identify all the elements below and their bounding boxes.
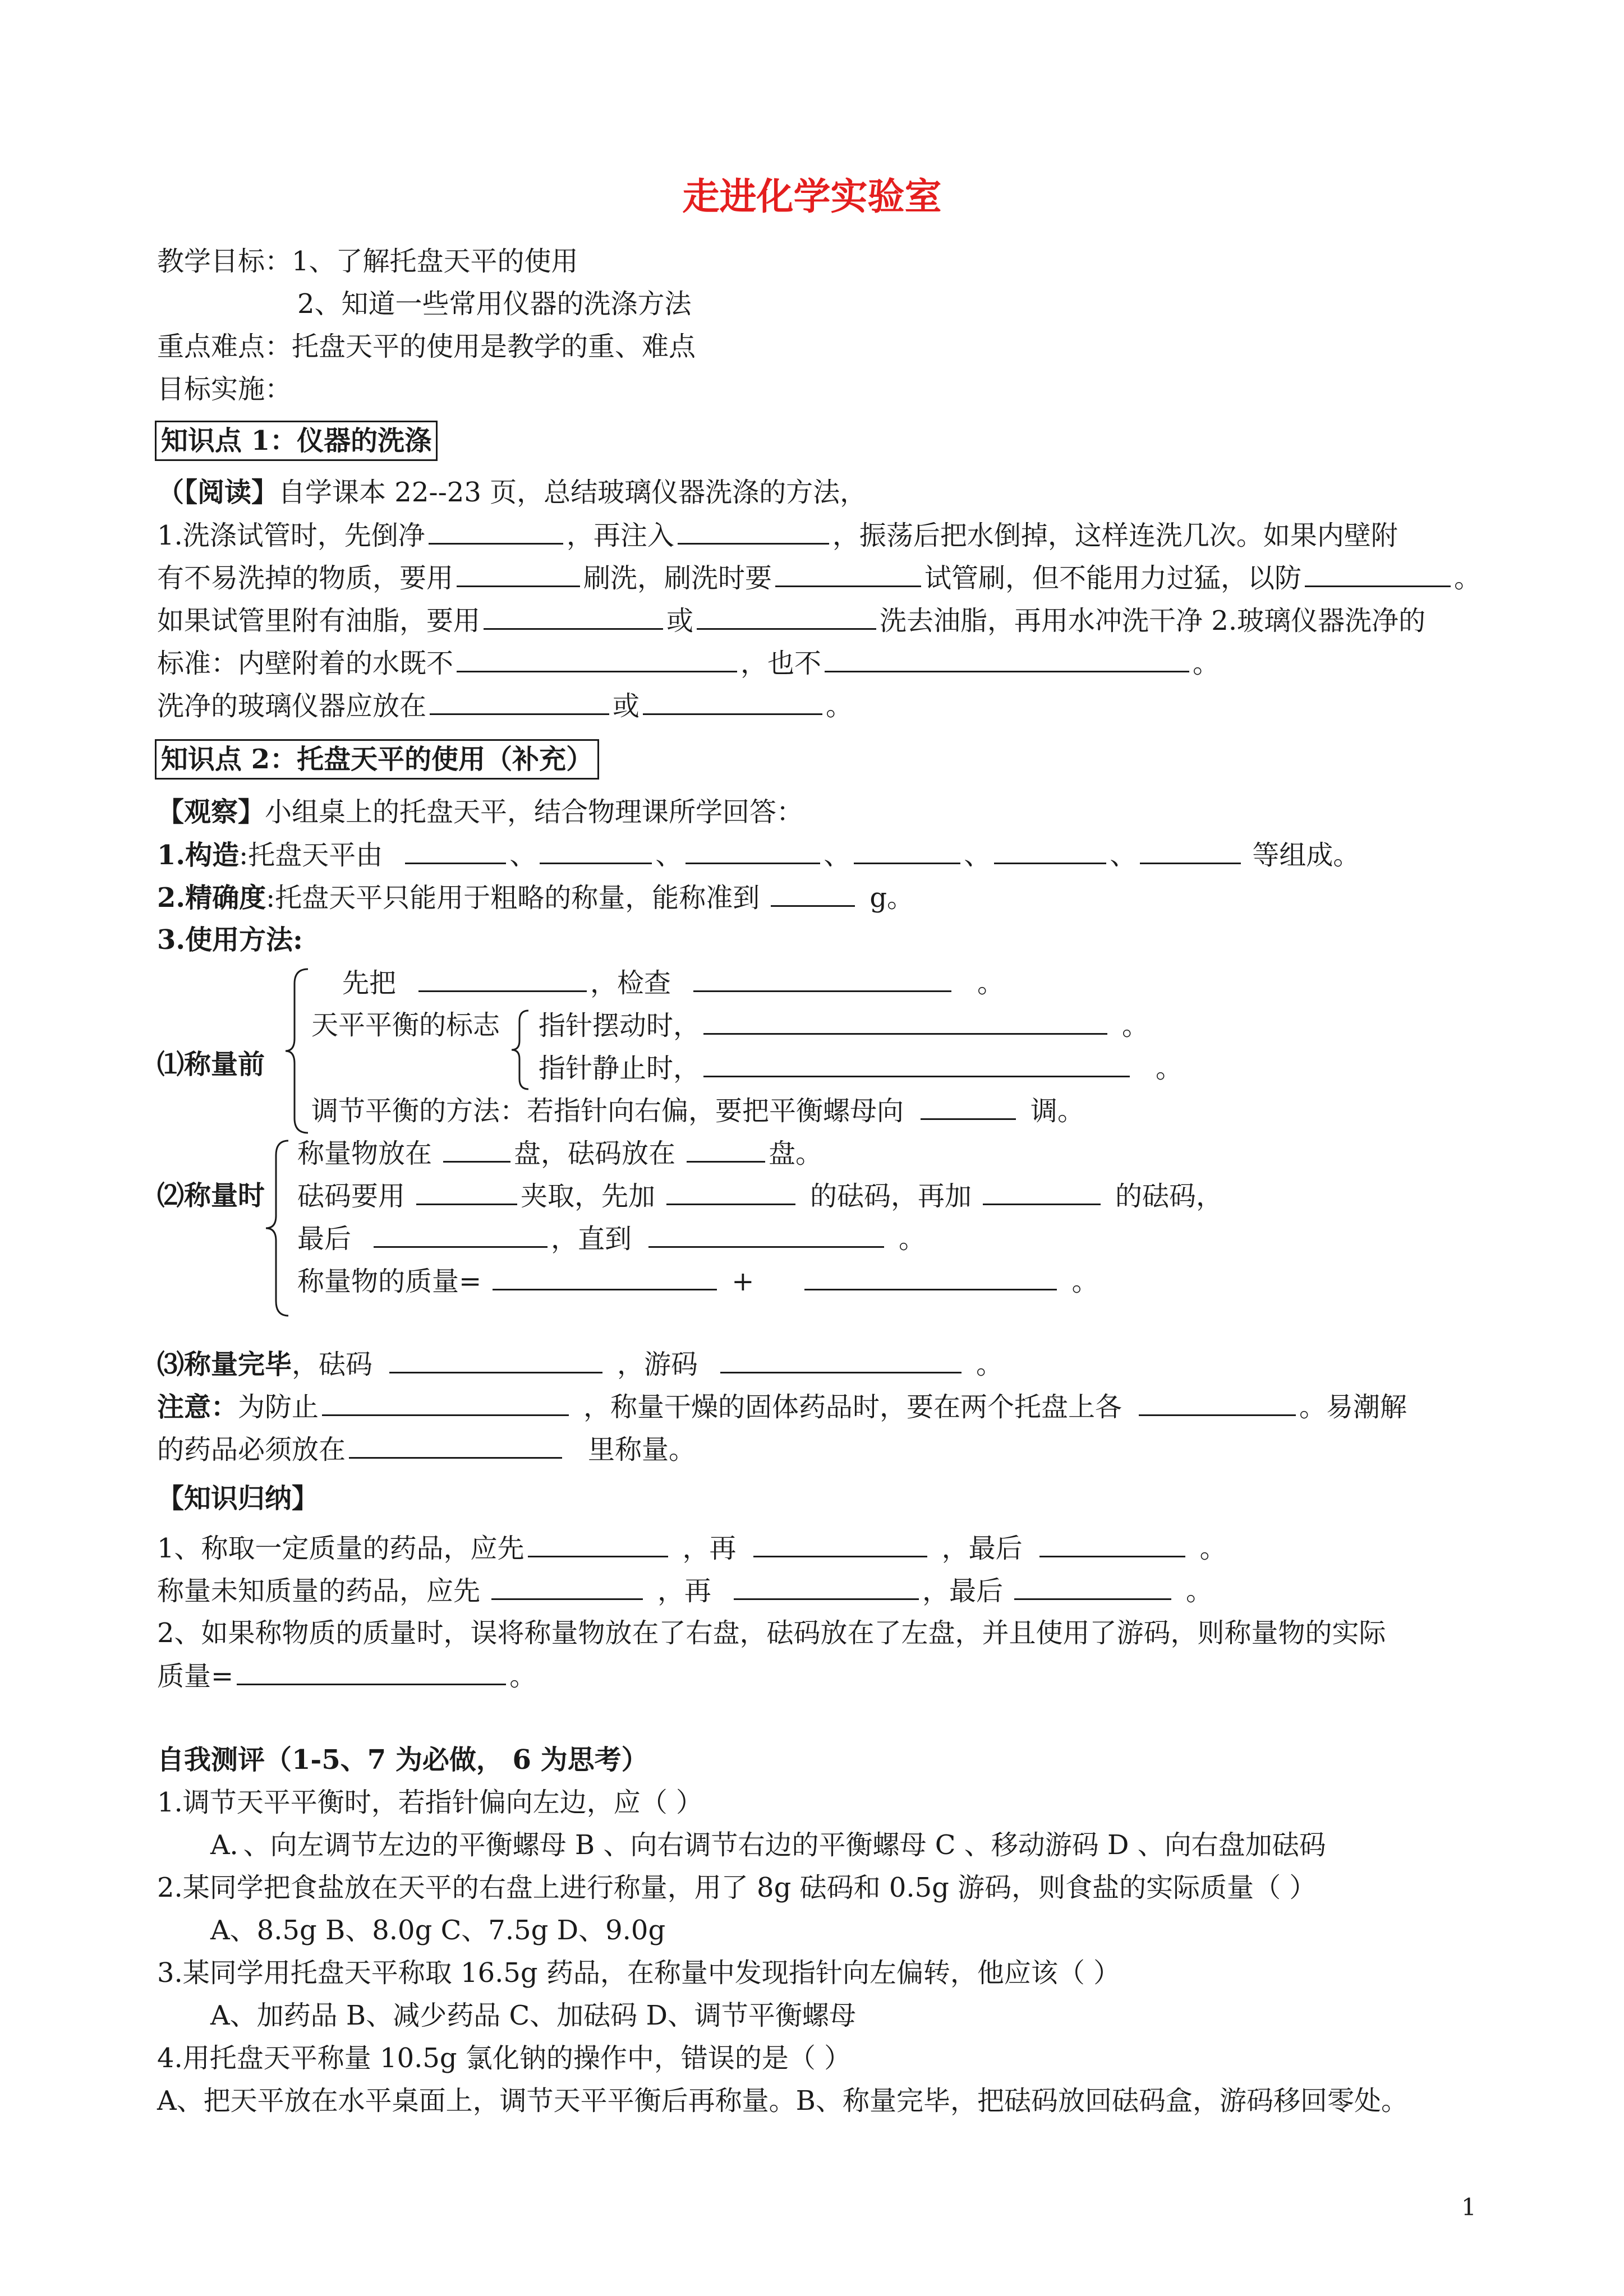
text: 刷洗，刷洗时要 [583, 563, 772, 594]
text: 、 [964, 840, 991, 871]
during-label: ⑵称量时 [157, 1180, 265, 1211]
blank[interactable] [687, 1136, 765, 1163]
text: ，再 [682, 1533, 737, 1564]
read-tag: （【阅读】 [157, 477, 279, 508]
text: 、 [509, 840, 537, 871]
during-line-3 [297, 1221, 926, 1256]
page-number: 1 [1461, 2193, 1476, 2221]
blank[interactable] [720, 1347, 961, 1373]
wash-line-5 [157, 689, 853, 723]
text: ，游码 [617, 1349, 698, 1380]
text: 称量未知质量的药品，应先 [157, 1575, 481, 1607]
read-text: 自学课本 22--23 页，总结玻璃仪器洗涤的方法， [278, 477, 867, 508]
text: g。 [869, 882, 914, 914]
implementation-label: 目标实施： [157, 374, 292, 405]
text: 。易潮解 [1299, 1391, 1407, 1423]
blank[interactable] [389, 1347, 602, 1373]
text: + [732, 1266, 755, 1297]
label: 1.构造 [157, 840, 240, 871]
needle-stop-line [539, 1051, 1183, 1085]
text: 盘。 [769, 1138, 823, 1169]
blank[interactable] [921, 1094, 1016, 1120]
blank[interactable] [666, 1179, 795, 1205]
before-line-1 [342, 966, 1004, 1000]
objective-2: 2、知道一些常用仪器的洗涤方法 [297, 288, 692, 320]
question-4: 4.用托盘天平称量 10.5g 氯化钠的操作中，错误的是（ ） [157, 2043, 852, 2074]
text: :托盘天平由 [239, 840, 383, 871]
text: 。 [509, 1661, 537, 1692]
question-4-option-a: A、把天平放在水平桌面上，调节天平平衡后再称量。B、称量完毕，把砝码放回砝码盒，游码移回零处。 [157, 2085, 1408, 2117]
label: 注意： [157, 1391, 238, 1423]
observe-line [157, 795, 803, 829]
blank[interactable] [349, 1432, 562, 1459]
blank[interactable] [643, 689, 822, 715]
text: 。 [1186, 1575, 1213, 1607]
blank[interactable] [528, 1531, 668, 1557]
text: 。 [1193, 648, 1220, 679]
blank[interactable] [493, 1264, 717, 1290]
text: ，直到 [551, 1223, 632, 1255]
blank[interactable] [430, 689, 609, 715]
text: 为防止 [238, 1391, 319, 1423]
blank[interactable] [416, 1179, 517, 1205]
text: 或 [666, 605, 694, 637]
summary-line-1 [157, 1531, 1227, 1565]
blank[interactable] [484, 603, 663, 630]
text: 调节平衡的方法：若指针向右偏，要把平衡螺母向 [311, 1095, 904, 1127]
question-1: 1.调节天平平衡时，若指针偏向左边，应（ ） [157, 1787, 703, 1818]
text: 。 [899, 1223, 926, 1255]
text: 如果试管里附有油脂，要用 [157, 605, 481, 637]
wash-line-3 [157, 603, 1425, 638]
text: 称量物放在 [297, 1138, 433, 1169]
during-line-2 [297, 1179, 1223, 1213]
text: ，砝码 [292, 1349, 373, 1380]
text: 。 [826, 690, 853, 722]
text: ，振荡后把水倒掉，这样连洗几次。如果内壁附 [832, 520, 1398, 551]
question-1-options: A．、向左调节左边的平衡螺母 B 、向右调节右边的平衡螺母 C 、移动游码 D 、向右盘加砝码 [210, 1829, 1326, 1861]
question-2: 2.某同学把食盐放在天平的右盘上进行称量，用了 8g 砝码和 0.5g 游码，则食盐的实际质量（ ） [157, 1872, 1317, 1903]
text: 的药品必须放在 [157, 1434, 346, 1465]
text: 、 [823, 840, 851, 871]
text: 夹取，先加 [521, 1181, 656, 1212]
blank[interactable] [804, 1264, 1057, 1290]
section1-read-line [157, 476, 867, 509]
text: 1.洗涤试管时，先倒净 [157, 520, 425, 551]
during-brace [264, 1138, 292, 1318]
blank[interactable] [1140, 838, 1241, 864]
text: 洗去油脂，再用水冲洗干净 2.玻璃仪器洗净的 [880, 605, 1426, 637]
balance-sign-label: 天平平衡的标志 [311, 1009, 500, 1041]
blank[interactable] [1305, 561, 1451, 587]
blank[interactable] [1039, 1531, 1185, 1557]
text: 指针静止时， [539, 1053, 701, 1084]
needle-brace [509, 1008, 532, 1092]
text: 质量= [157, 1661, 234, 1692]
blank[interactable] [648, 1221, 884, 1248]
text: 调。 [1030, 1095, 1085, 1127]
blank[interactable] [237, 1659, 506, 1685]
text: 1、称取一定质量的药品，应先 [157, 1533, 525, 1564]
text: 标准：内壁附着的水既不 [157, 648, 454, 679]
text: ，再 [657, 1575, 712, 1607]
blank[interactable] [678, 518, 829, 545]
blank[interactable] [686, 838, 820, 864]
during-line-1 [297, 1136, 822, 1170]
question-3-options: A、加药品 B、减少药品 C、加砝码 D、调节平衡螺母 [210, 2000, 856, 2031]
text: 。 [977, 967, 1005, 999]
observe-tag: 【观察】 [157, 796, 265, 828]
text: 。 [1122, 1010, 1149, 1041]
text: 、 [1110, 840, 1137, 871]
question-2-options: A、8.5g B、8.0g C、7.5g D、9.0g [210, 1915, 666, 1946]
note-line-2 [157, 1432, 696, 1467]
blank[interactable] [1139, 1390, 1296, 1416]
blank[interactable] [322, 1390, 569, 1416]
summary-line-2 [157, 1574, 1213, 1608]
text: 、 [655, 840, 683, 871]
text: ，也不 [740, 648, 822, 679]
label: 2.精确度 [157, 882, 266, 914]
text: 砝码要用 [297, 1181, 406, 1212]
text: ，最后 [941, 1533, 1023, 1564]
needle-swing-line [539, 1008, 1149, 1043]
text: 称量物的质量= [297, 1266, 482, 1297]
blank[interactable] [693, 966, 951, 992]
text: 盘，砝码放在 [514, 1138, 676, 1169]
quiz-heading: 自我测评（1-5、7 为必做， 6 为思考） [157, 1744, 648, 1776]
blank[interactable] [429, 518, 563, 545]
blank[interactable] [854, 838, 960, 864]
objective-1: 1、了解托盘天平的使用 [292, 246, 578, 277]
after-line [157, 1347, 1003, 1381]
blank[interactable] [457, 646, 737, 672]
wash-line-4 [157, 646, 1220, 680]
page-title: 走进化学实验室 [682, 174, 942, 218]
blank[interactable] [825, 646, 1189, 672]
blank[interactable] [491, 1574, 643, 1600]
before-brace [283, 967, 311, 1135]
text: 。 [976, 1349, 1004, 1380]
blank[interactable] [753, 1531, 927, 1557]
text: ，再注入 [566, 520, 674, 551]
blank[interactable] [703, 1051, 1130, 1077]
section1-heading: 知识点 1：仪器的洗涤 [155, 421, 438, 461]
text: 先把 [342, 967, 397, 999]
before-label: ⑴称量前 [157, 1049, 265, 1080]
observe-text: 小组桌上的托盘天平，结合物理课所学回答： [265, 796, 804, 828]
blank[interactable] [697, 603, 876, 630]
text: 试管刷，但不能用力过猛，以防 [924, 563, 1302, 594]
note-line [157, 1390, 1407, 1424]
blank[interactable] [405, 838, 506, 864]
summary-line-4 [157, 1659, 536, 1693]
usage-label: 3.使用方法: [157, 924, 303, 956]
text: ，称量干燥的固体药品时，要在两个托盘上各 [583, 1391, 1122, 1423]
summary-heading: 【知识归纳】 [157, 1483, 319, 1514]
wash-line-2 [157, 561, 1481, 595]
blank[interactable] [775, 561, 921, 587]
text: 里称量。 [588, 1434, 696, 1465]
adjust-line [311, 1094, 1084, 1128]
blank[interactable] [540, 838, 652, 864]
blank[interactable] [443, 1136, 510, 1163]
blank[interactable] [771, 880, 855, 907]
question-3: 3.某同学用托盘天平称取 16.5g 药品，在称量中发现指针向左偏转，他应该（ ） [157, 1957, 1121, 1989]
summary-line-3: 2、如果称物质的质量时，误将称量物放在了右盘，砝码放在了左盘，并且使用了游码，则称量物的实际 [157, 1617, 1386, 1649]
text: 洗净的玻璃仪器应放在 [157, 690, 427, 722]
text: 最后 [297, 1223, 352, 1255]
text: 指针摆动时， [539, 1010, 701, 1041]
objectives-label: 教学目标： [157, 246, 292, 277]
during-line-4 [297, 1264, 1098, 1298]
key-points: 重点难点：托盘天平的使用是教学的重、难点 [157, 331, 696, 362]
structure-line [157, 838, 1360, 872]
text: 。 [1454, 563, 1482, 594]
blank[interactable] [703, 1008, 1107, 1035]
text: 或 [613, 690, 640, 722]
blank[interactable] [734, 1574, 919, 1600]
text: 。 [1156, 1053, 1183, 1084]
text: 。 [1199, 1533, 1227, 1564]
precision-line [157, 880, 914, 915]
blank[interactable] [983, 1179, 1101, 1205]
blank[interactable] [374, 1221, 548, 1248]
text: 的砝码， [1115, 1181, 1223, 1212]
blank[interactable] [1014, 1574, 1171, 1600]
text: 。 [1071, 1266, 1099, 1297]
blank[interactable] [457, 561, 580, 587]
text: 有不易洗掉的物质，要用 [157, 563, 454, 594]
label: ⑶称量完毕 [157, 1349, 292, 1380]
text: ，最后 [922, 1575, 1004, 1607]
text: ，检查 [590, 967, 671, 999]
wash-line-1 [157, 518, 1398, 552]
text: 等组成。 [1252, 840, 1360, 871]
blank[interactable] [994, 838, 1106, 864]
section2-heading: 知识点 2：托盘天平的使用（补充） [155, 739, 599, 780]
blank[interactable] [418, 966, 587, 992]
text: :托盘天平只能用于粗略的称量，能称准到 [266, 882, 760, 914]
objectives-line [157, 245, 578, 278]
text: 的砝码，再加 [810, 1181, 972, 1212]
